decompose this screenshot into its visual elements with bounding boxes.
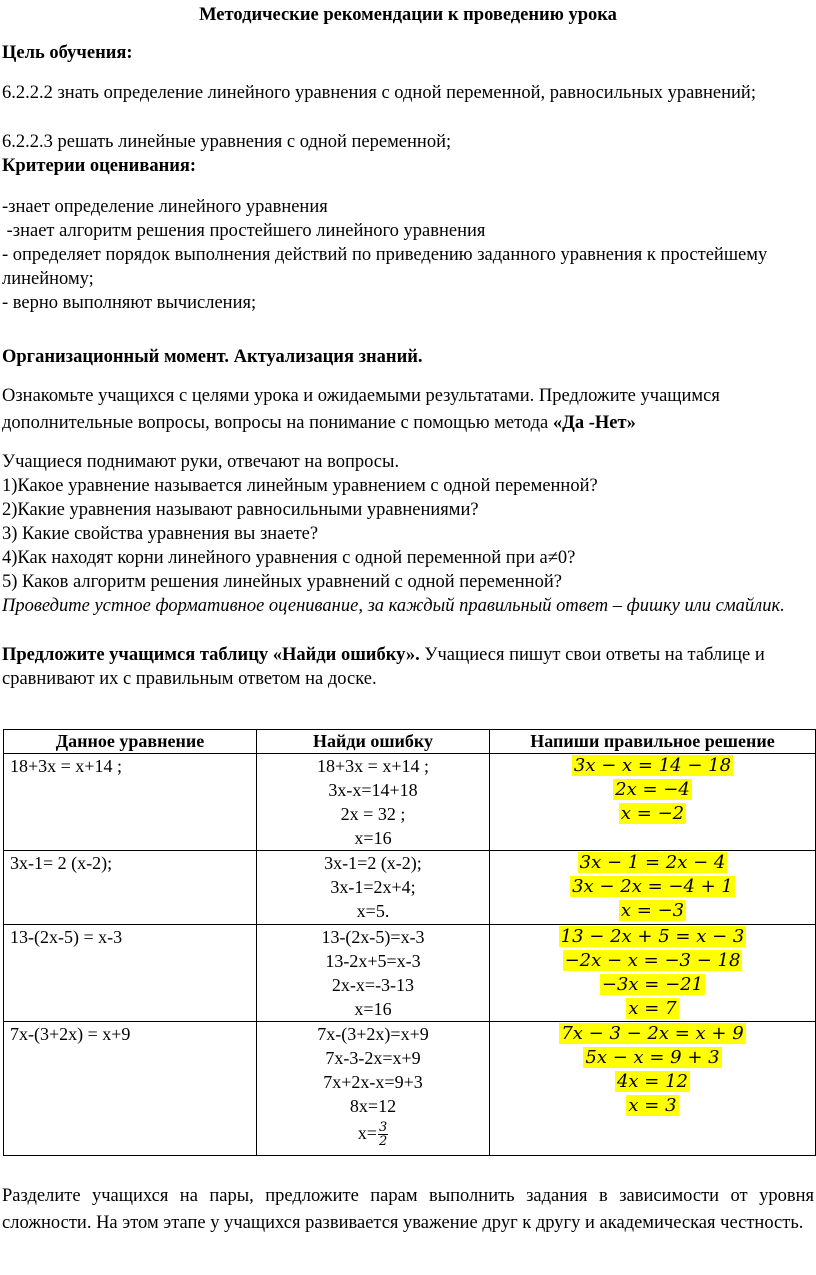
given-cell: 18+3x = x+14 ; [4,754,257,851]
org-heading: Организационный момент. Актуализация знаний. [2,347,423,367]
goal-line-1: 6.2.2.2 знать определение линейного уравнения с одной переменной, равносильных уравнений; [2,83,756,103]
table-row [4,1022,816,1156]
criteria-line-4: - верно выполняют вычисления; [2,293,257,313]
fraction-numerator: 3 [378,1120,388,1136]
solution-line: 𝑥 = −2 [620,803,685,824]
solution-cell [490,851,816,925]
solution-line: 3𝑥 − 1 = 2𝑥 − 4 [579,852,726,873]
error-line: 13-(2x-5)=x-3 [321,927,425,947]
error-cell [257,925,490,1022]
solution-line: 7𝑥 − 3 − 2𝑥 = 𝑥 + 9 [561,1023,744,1044]
error-line: 18+3x = x+14 ; [317,756,429,776]
criteria-heading: Критерии оценивания: [2,156,197,176]
question-3: 3) Какие свойства уравнения вы знаете? [2,524,319,544]
find-error-table [3,729,816,1156]
question-2: 2)Какие уравнения называют равносильными уравнениями? [2,500,479,520]
question-4: 4)Как находят корни линейного уравнения с одной переменной при а≠0? [2,548,576,568]
error-line: 7x+2x-x=9+3 [323,1072,423,1092]
error-line: x=16 [354,999,392,1019]
solution-cell [490,1022,816,1156]
goal-heading: Цель обучения: [2,43,133,63]
solution-line: 2𝑥 = −4 [615,779,690,800]
error-line: 13-2x+5=x-3 [325,951,421,971]
solution-line: 13 − 2𝑥 + 5 = 𝑥 − 3 [560,926,745,947]
solution-line: −2𝑥 − 𝑥 = −3 − 18 [564,950,741,971]
closing-paragraph: Разделите учащихся на пары, предложите парам выполнить задания в зависимости от уровня сложности. На этом этапе у учащихся развивается уважение друг к другу и академическая честность. [2,1186,814,1233]
table-row [4,851,816,925]
table-intro [2,643,814,691]
org-raise: Учащиеся поднимают руки, отвечают на вопросы. [2,452,400,472]
org-intro-text: Ознакомьте учащихся с целями урока и ожидаемыми результатами. Предложите учащимся дополнительные вопросы, вопросы на понимание с помощью метода [2,386,720,433]
solution-line: −3𝑥 = −21 [601,974,704,995]
org-intro [2,383,814,437]
given-cell: 13-(2x-5) = x-3 [4,925,257,1022]
error-line: 3x-1=2x+4; [330,877,416,897]
table-row [4,754,816,851]
error-cell [257,754,490,851]
solution-line: 𝑥 = −3 [620,900,685,921]
error-cell [257,851,490,925]
solution-line: 3𝑥 − 𝑥 = 14 − 18 [573,755,732,776]
assessment-note: Проведите устное формативное оценивание, за каждый правильный ответ – фишку или смайлик. [2,596,785,616]
solution-cell [490,925,816,1022]
given-cell: 3x-1= 2 (x-2); [4,851,257,925]
table-intro-rest: Учащиеся пишут свои ответы на таблице и сравнивают их с правильным ответом на доске. [2,645,765,689]
criteria-line-2: -знает алгоритм решения простейшего линейного уравнения [2,221,486,241]
solution-line: 𝑥 = 3 [628,1095,677,1116]
error-cell [257,1022,490,1156]
table-header-row [4,730,816,754]
error-line-fraction [263,1118,483,1148]
question-1: 1)Какое уравнение называется линейным уравнением с одной переменной? [2,476,598,496]
error-line: 3x-1=2 (x-2); [324,853,422,873]
error-line: 7x-(3+2x)=x+9 [317,1024,429,1044]
fraction-denominator: 2 [378,1134,388,1150]
header-solution: Напиши правильное решение [490,730,816,754]
error-line: x=5. [356,901,390,921]
error-line: 2x = 32 ; [340,804,406,824]
page-title: Методические рекомендации к проведению урока [199,5,617,25]
criteria-line-1: -знает определение линейного уравнения [2,197,328,217]
criteria-line-3: - определяет порядок выполнения действий по приведению заданного уравнения к простейшему линейному; [2,245,768,289]
solution-line: 4𝑥 = 12 [616,1071,689,1092]
error-line: 3x-x=14+18 [328,780,418,800]
header-error: Найди ошибку [257,730,490,754]
question-5: 5) Каков алгоритм решения линейных уравнений с одной переменной? [2,572,562,592]
solution-cell [490,754,816,851]
error-line: 8x=12 [349,1096,397,1116]
error-line: 2x-x=-3-13 [331,975,415,995]
org-method: «Да -Нет» [552,413,636,433]
solution-line: 𝑥 = 7 [628,998,677,1019]
error-line: 7x-3-2x=x+9 [325,1048,421,1068]
fraction-prefix: x= [357,1123,377,1143]
solution-line: 5𝑥 − 𝑥 = 9 + 3 [585,1047,720,1068]
given-cell: 7x-(3+2x) = x+9 [4,1022,257,1156]
table-row [4,925,816,1022]
fraction [378,1121,388,1148]
solution-line: 3𝑥 − 2𝑥 = −4 + 1 [572,876,733,897]
header-given: Данное уравнение [4,730,257,754]
table-intro-bold: Предложите учащимся таблицу «Найди ошибку». [2,645,420,665]
goal-line-2: 6.2.2.3 решать линейные уравнения с одной переменной; [2,132,452,152]
error-line: x=16 [354,828,392,848]
